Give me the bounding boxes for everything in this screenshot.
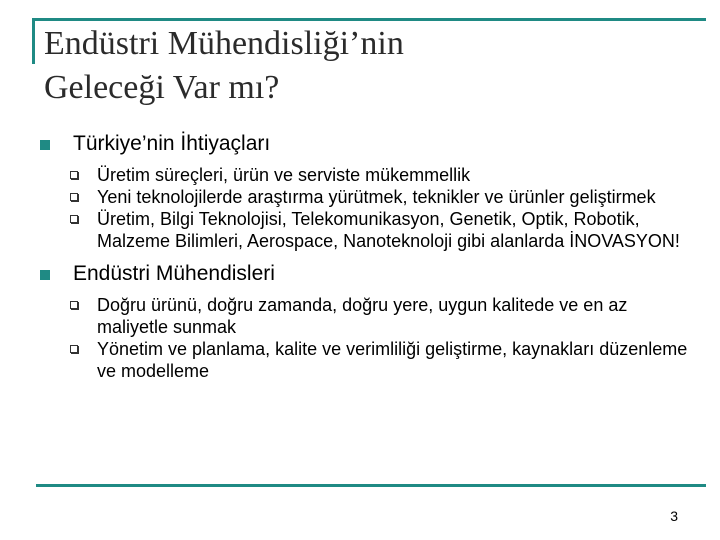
sub-bullet-list — [40, 294, 690, 382]
hollow-square-bullet-icon — [70, 171, 78, 179]
slide-title-line-2: Geleceği Var mı? — [44, 69, 280, 106]
slide-title — [44, 22, 684, 110]
page-number: 3 — [670, 508, 678, 524]
sub-bullet-text: Yönetim ve planlama, kalite ve verimliliği geliştirme, kaynakları düzenleme ve modelleme — [97, 339, 688, 381]
sub-bullet-item — [40, 186, 690, 208]
title-frame-left-rule — [32, 18, 35, 64]
sub-bullet-text: Doğru ürünü, doğru zamanda, doğru yere, uygun kalitede ve en az maliyetle sunmak — [97, 295, 628, 337]
sub-bullet-item — [40, 294, 690, 338]
square-bullet-icon — [40, 270, 50, 280]
bullet-turkiyenin-ihtiyaclari — [40, 130, 690, 157]
footer-rule — [36, 484, 706, 487]
hollow-square-bullet-icon — [70, 215, 78, 223]
hollow-square-bullet-icon — [70, 345, 78, 353]
hollow-square-bullet-icon — [70, 193, 78, 201]
sub-bullet-list — [40, 164, 690, 252]
square-bullet-icon — [40, 140, 50, 150]
sub-bullet-text: Üretim, Bilgi Teknolojisi, Telekomunikasyon, Genetik, Optik, Robotik, Malzeme Bilimleri, Aerospace, Nanoteknoloji gibi alanlarda İNOVASYON! — [97, 209, 680, 251]
bullet-text: Endüstri Mühendisleri — [73, 262, 275, 285]
sub-bullet-item — [40, 208, 690, 252]
title-frame-top-rule — [32, 18, 706, 21]
sub-bullet-item — [40, 164, 690, 186]
sub-bullet-text: Üretim süreçleri, ürün ve serviste mükemmellik — [97, 165, 471, 185]
sub-bullet-item — [40, 338, 690, 382]
bullet-endustri-muhendisleri — [40, 260, 690, 287]
hollow-square-bullet-icon — [70, 301, 78, 309]
slide-title-line-1: Endüstri Mühendisliği’nin — [44, 25, 404, 62]
slide-content — [40, 130, 690, 390]
sub-bullet-text: Yeni teknolojilerde araştırma yürütmek, teknikler ve ürünler geliştirmek — [97, 187, 656, 207]
bullet-text: Türkiye’nin İhtiyaçları — [73, 132, 271, 155]
